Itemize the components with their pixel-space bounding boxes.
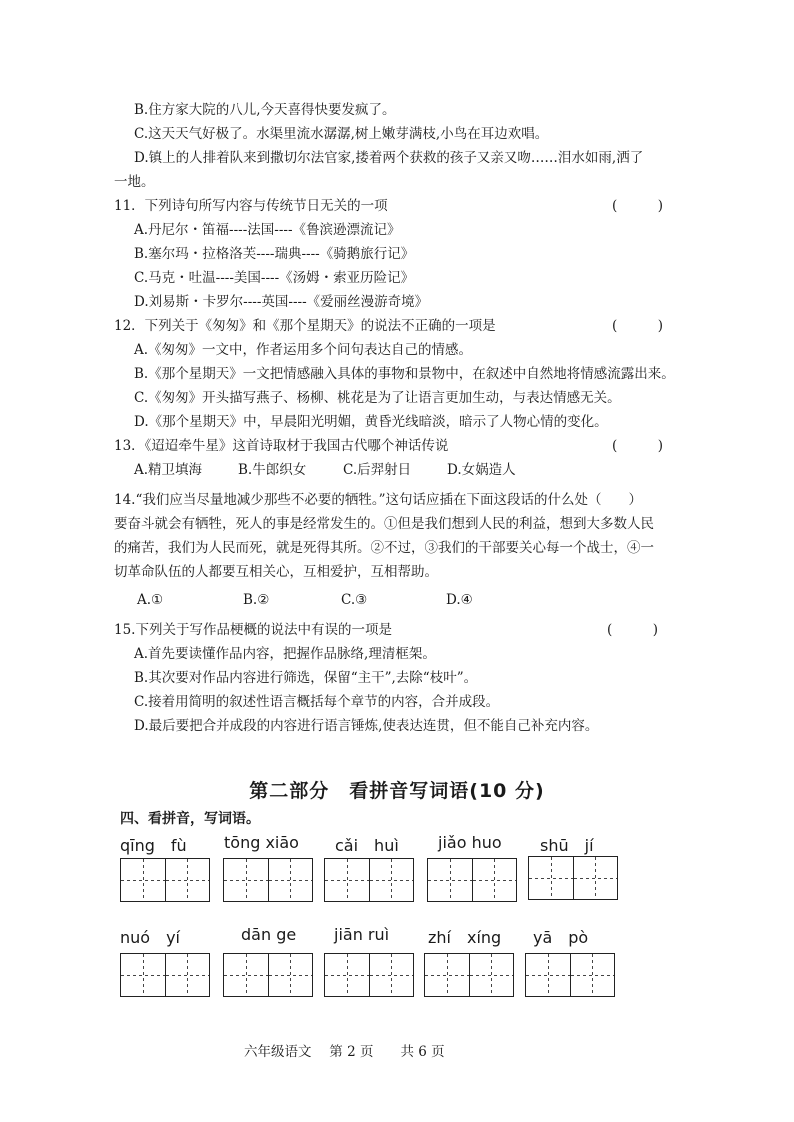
writing-cell[interactable]	[268, 954, 312, 996]
q10-option-d-line2: 一地。	[114, 174, 155, 190]
q14-option-d: D.④	[446, 592, 473, 608]
pinyin-label: jiān ruì	[334, 925, 390, 944]
writing-grid[interactable]	[324, 858, 414, 902]
writing-cell[interactable]	[121, 954, 165, 996]
q15-option-c: C.接着用简明的叙述性语言概括每个章节的内容，合并成段。	[134, 694, 500, 710]
q12-option-d: D.《那个星期天》中，早晨阳光明媚，黄昏光线暗淡，暗示了人物心情的变化。	[134, 414, 608, 430]
writing-cell[interactable]	[425, 954, 469, 996]
writing-grid[interactable]	[528, 856, 618, 900]
pinyin-label: dān ge	[241, 925, 297, 944]
q15-answer-paren[interactable]: ( )	[607, 622, 659, 638]
q15-option-d: D.最后要把合并成段的内容进行语言锤炼,使表达连贯，但不能自己补充内容。	[134, 718, 599, 734]
pinyin-label: zhí xíng	[428, 928, 502, 947]
writing-grid[interactable]	[525, 953, 615, 997]
writing-cell[interactable]	[428, 859, 472, 901]
writing-cell[interactable]	[121, 859, 165, 901]
q13-option-c: C.后羿射日	[343, 462, 412, 478]
q11-option-b: B.塞尔玛・拉格洛芙----瑞典----《骑鹅旅行记》	[134, 246, 415, 262]
pinyin-label: tōng xiāo	[224, 833, 299, 852]
part2-subtitle: 四、看拼音，写词语。	[120, 811, 260, 827]
page-footer: 六年级语文 第 2 页 共 6 页	[244, 1044, 445, 1060]
q14-line1: 14.“我们应当尽量地减少那些不必要的牺牲。”这句话应插在下面这段话的什么处（ ）	[114, 492, 643, 508]
writing-grid[interactable]	[120, 953, 210, 997]
q13-option-a: A.精卫填海	[134, 462, 203, 478]
q13-stem: 13．《迢迢牵牛星》这首诗取材于我国古代哪个神话传说	[114, 438, 449, 454]
writing-cell[interactable]	[369, 954, 413, 996]
writing-grid[interactable]	[223, 858, 313, 902]
q12-option-a: A.《匆匆》一文中，作者运用多个问句表达自己的情感。	[134, 342, 473, 358]
writing-cell[interactable]	[224, 859, 268, 901]
q12-answer-paren[interactable]: ( )	[612, 318, 664, 334]
writing-cell[interactable]	[268, 859, 312, 901]
q10-option-d-line1: D.镇上的人排着队来到撒切尔法官家,搂着两个获救的孩子又亲又吻……泪水如雨,洒了	[134, 150, 644, 166]
q11-answer-paren[interactable]: ( )	[612, 198, 664, 214]
q11-option-c: C.马克・吐温----美国----《汤姆・索亚历险记》	[134, 270, 415, 286]
q12-option-b: B.《那个星期天》一文把情感融入具体的事物和景物中，在叙述中自然地将情感流露出来。	[134, 366, 675, 382]
writing-cell[interactable]	[165, 954, 209, 996]
writing-cell[interactable]	[165, 859, 209, 901]
q11-option-a: A.丹尼尔・笛福----法国----《鲁滨逊漂流记》	[134, 222, 401, 238]
writing-cell[interactable]	[325, 859, 369, 901]
pinyin-label: nuó yí	[120, 928, 180, 947]
writing-cell[interactable]	[325, 954, 369, 996]
writing-cell[interactable]	[573, 857, 617, 899]
writing-cell[interactable]	[472, 859, 516, 901]
q11-stem: 11．下列诗句所写内容与传统节日无关的一项	[114, 198, 388, 214]
q12-stem: 12．下列关于《匆匆》和《那个星期天》的说法不正确的一项是	[114, 318, 496, 334]
writing-cell[interactable]	[224, 954, 268, 996]
q13-option-d: D.女娲造人	[447, 462, 516, 478]
writing-cell[interactable]	[469, 954, 513, 996]
writing-cell[interactable]	[526, 954, 570, 996]
q14-line2: 要奋斗就会有牺牲，死人的事是经常发生的。①但是我们想到人民的利益，想到大多数人民	[114, 516, 654, 532]
writing-cell[interactable]	[570, 954, 614, 996]
writing-grid[interactable]	[223, 953, 313, 997]
q14-line3: 的痛苦，我们为人民而死，就是死得其所。②不过，③我们的干部要关心每一个战士，④一	[114, 540, 654, 556]
q15-stem: 15.下列关于写作品梗概的说法中有误的一项是	[114, 622, 392, 638]
pinyin-label: shū jí	[540, 836, 594, 855]
q10-option-b: B.住方家大院的八儿,今天喜得快要发疯了。	[134, 102, 396, 118]
pinyin-label: jiǎo huo	[438, 833, 502, 852]
pinyin-label: yā pò	[533, 928, 589, 947]
writing-grid[interactable]	[120, 858, 210, 902]
q14-option-b: B.②	[243, 592, 270, 608]
q14-option-c: C.③	[341, 592, 368, 608]
q14-line4: 切革命队伍的人都要互相关心，互相爱护，互相帮助。	[114, 564, 438, 580]
pinyin-label: qīng fù	[120, 836, 187, 855]
q12-option-c: C.《匆匆》开头描写燕子、杨柳、桃花是为了让语言更加生动，与表达情感无关。	[134, 390, 621, 406]
q13-option-b: B.牛郎织女	[238, 462, 307, 478]
q13-answer-paren[interactable]: ( )	[612, 438, 664, 454]
part2-title: 第二部分 看拼音写词语(10 分)	[249, 780, 545, 802]
q10-option-c: C.这天天气好极了。水渠里流水潺潺,树上嫩芽满枝,小鸟在耳边欢唱。	[134, 126, 549, 142]
q11-option-d: D.刘易斯・卡罗尔----英国----《爱丽丝漫游奇境》	[134, 294, 429, 310]
writing-cell[interactable]	[529, 857, 573, 899]
writing-grid[interactable]	[427, 858, 517, 902]
q15-option-a: A.首先要读懂作品内容，把握作品脉络,理清框架。	[134, 646, 436, 662]
writing-grid[interactable]	[424, 953, 514, 997]
writing-grid[interactable]	[324, 953, 414, 997]
q14-option-a: A.①	[137, 592, 164, 608]
pinyin-label: cǎi huì	[335, 836, 399, 855]
q15-option-b: B.其次要对作品内容进行筛选，保留“主干”,去除“枝叶”。	[134, 670, 478, 686]
writing-cell[interactable]	[369, 859, 413, 901]
